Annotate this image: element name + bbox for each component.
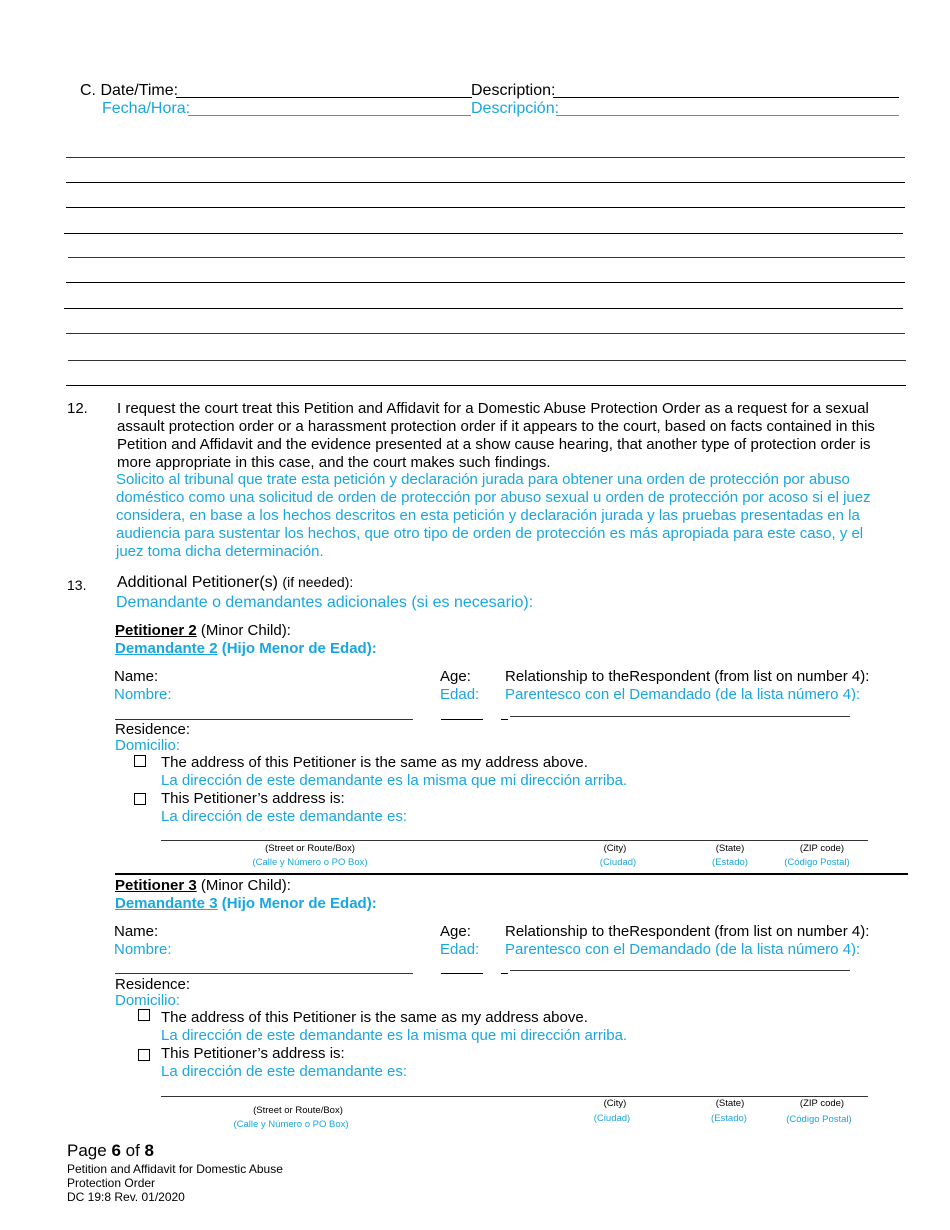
description-label: Description: [471, 82, 556, 99]
same-address-label-es: La dirección de este demandante es la misma que mi dirección arriba. [161, 772, 628, 789]
city-caption: (City) [603, 1098, 627, 1109]
address-field[interactable] [161, 1096, 868, 1097]
desc-line[interactable] [66, 282, 905, 283]
petitioner-2-heading [115, 622, 291, 640]
name-field[interactable] [115, 973, 413, 974]
city-caption: (City) [603, 843, 627, 854]
zip-caption: (ZIP code) [799, 843, 845, 854]
petitioner-2-note-es: (Hijo Menor de Edad): [221, 640, 377, 657]
description-underline-es [556, 115, 899, 116]
page-current: 6 [111, 1141, 121, 1160]
date-time-label: C. Date/Time: [80, 82, 179, 99]
petitioner-3-note-es: (Hijo Menor de Edad): [221, 895, 377, 912]
item-13-title-es: Demandante o demandantes adicionales (si es necesario): [116, 594, 534, 611]
zip-caption-es: (Código Postal) [784, 857, 850, 868]
name-label: Name: [114, 668, 159, 685]
petitioner-3-title: Petitioner 3 [115, 877, 197, 894]
name-label-es: Nombre: [114, 686, 172, 703]
state-caption: (State) [715, 1098, 745, 1109]
item-13-title [117, 574, 353, 592]
age-field[interactable] [441, 973, 483, 974]
form-id: DC 19:8 Rev. 01/2020 [67, 1190, 185, 1204]
street-caption-es: (Calle y Número o PO Box) [233, 1119, 349, 1130]
desc-line[interactable] [68, 257, 905, 258]
petitioner-2-title-es: Demandante 2 [115, 640, 218, 657]
other-address-checkbox[interactable] [138, 1049, 150, 1061]
description-label-es: Descripción: [471, 100, 560, 117]
form-title-line-2: Protection Order [67, 1176, 156, 1190]
relationship-label: Relationship to theRespondent (from list on number 4): [505, 668, 870, 685]
relationship-field[interactable] [510, 970, 850, 971]
residence-label: Residence: [115, 976, 191, 993]
zip-caption-es: (Código Postal) [786, 1114, 852, 1125]
desc-line[interactable] [64, 308, 903, 309]
relationship-tick [501, 719, 508, 720]
petitioner-3-note: (Minor Child): [200, 877, 291, 894]
name-field[interactable] [115, 719, 413, 720]
relationship-field[interactable] [510, 716, 850, 717]
other-address-label-es: La dirección de este demandante es: [161, 808, 407, 825]
age-field[interactable] [441, 719, 483, 720]
city-caption-es: (Ciudad) [599, 857, 637, 868]
residence-label: Residence: [115, 721, 191, 738]
address-field[interactable] [161, 840, 868, 841]
other-address-checkbox[interactable] [134, 793, 146, 805]
item-13-title-note: (if needed): [282, 574, 354, 590]
petitioner-2-heading-es [115, 640, 377, 658]
form-title-line-1: Petition and Affidavit for Domestic Abuse [67, 1162, 283, 1176]
petitioner-2-title: Petitioner 2 [115, 622, 197, 639]
form-footer [67, 1162, 283, 1204]
desc-line[interactable] [66, 385, 906, 386]
desc-line[interactable] [66, 333, 905, 334]
street-caption: (Street or Route/Box) [265, 843, 355, 854]
same-address-label: The address of this Petitioner is the same as my address above. [161, 1009, 588, 1026]
street-caption: (Street or Route/Box) [253, 1105, 343, 1116]
item-12-text-es: Solicito al tribunal que trate esta petición y declaración jurada para obtener una orden de protección por abuso doméstico como una solicitud de orden de protección por abuso sexual u orden de protección por acoso si el juez considera, en base a los hechos descritos en esta petición y declaración jurada y las pruebas presentadas en la audiencia para sustentar los hechos, que otro tipo de orden de protección es más apropiada para este caso, y el juez toma dicha determinación. [116, 471, 871, 560]
item-13-title-text: Additional Petitioner(s) [117, 574, 278, 591]
same-address-checkbox[interactable] [134, 755, 146, 767]
item-12-text: I request the court treat this Petition and Affidavit for a Domestic Abuse Protection Order as a request for a sexual assault protection order or a harassment protection order if it appears to the court, based on facts contained in this Petition and Affidavit and the evidence presented at a show cause hearing, that another type of protection order is more appropriate in this case, and the court makes such findings. [117, 400, 875, 471]
residence-label-es: Domicilio: [115, 992, 181, 1009]
relationship-label-es: Parentesco con el Demandado (de la lista número 4): [505, 941, 861, 956]
state-caption-es: (Estado) [711, 1113, 747, 1124]
page-total: 8 [144, 1141, 154, 1160]
petitioner-3-heading-es [115, 895, 377, 913]
petitioner-3-title-es: Demandante 3 [115, 895, 218, 912]
description-field[interactable] [553, 97, 899, 98]
age-label: Age: [440, 923, 471, 940]
relationship-label: Relationship to theRespondent (from list on number 4): [505, 923, 870, 940]
age-label-es: Edad: [440, 686, 480, 703]
item-12-number: 12. [67, 400, 88, 417]
page-prefix: Page [67, 1141, 112, 1160]
city-caption-es: (Ciudad) [593, 1113, 631, 1124]
name-label: Name: [114, 923, 159, 940]
desc-line[interactable] [66, 182, 905, 183]
other-address-label: This Petitioner’s address is: [161, 790, 345, 807]
date-time-field[interactable] [176, 97, 472, 98]
other-address-label-es: La dirección de este demandante es: [161, 1063, 407, 1080]
relationship-label-es: Parentesco con el Demandado (de la lista número 4): [505, 686, 861, 701]
petitioner-3-heading [115, 877, 291, 895]
desc-line[interactable] [66, 157, 905, 158]
same-address-label: The address of this Petitioner is the same as my address above. [161, 754, 588, 771]
page-of: of [120, 1141, 145, 1160]
petitioner-divider [115, 873, 908, 875]
age-label: Age: [440, 668, 471, 685]
relationship-tick [501, 973, 508, 974]
name-label-es: Nombre: [114, 941, 172, 958]
age-label-es: Edad: [440, 941, 480, 958]
desc-line[interactable] [68, 360, 906, 361]
same-address-label-es: La dirección de este demandante es la misma que mi dirección arriba. [161, 1027, 628, 1044]
date-time-underline-es [188, 115, 471, 116]
desc-line[interactable] [66, 207, 905, 208]
same-address-checkbox[interactable] [138, 1009, 150, 1021]
petitioner-2-note: (Minor Child): [200, 622, 291, 639]
desc-line[interactable] [64, 233, 903, 234]
date-time-label-es: Fecha/Hora: [102, 100, 191, 117]
item-13-number: 13. [67, 577, 87, 593]
state-caption: (State) [715, 843, 745, 854]
residence-label-es: Domicilio: [115, 737, 181, 754]
zip-caption: (ZIP code) [799, 1098, 845, 1109]
street-caption-es: (Calle y Número o PO Box) [252, 857, 368, 868]
page-number [67, 1141, 154, 1161]
state-caption-es: (Estado) [712, 857, 748, 868]
other-address-label: This Petitioner’s address is: [161, 1045, 345, 1062]
